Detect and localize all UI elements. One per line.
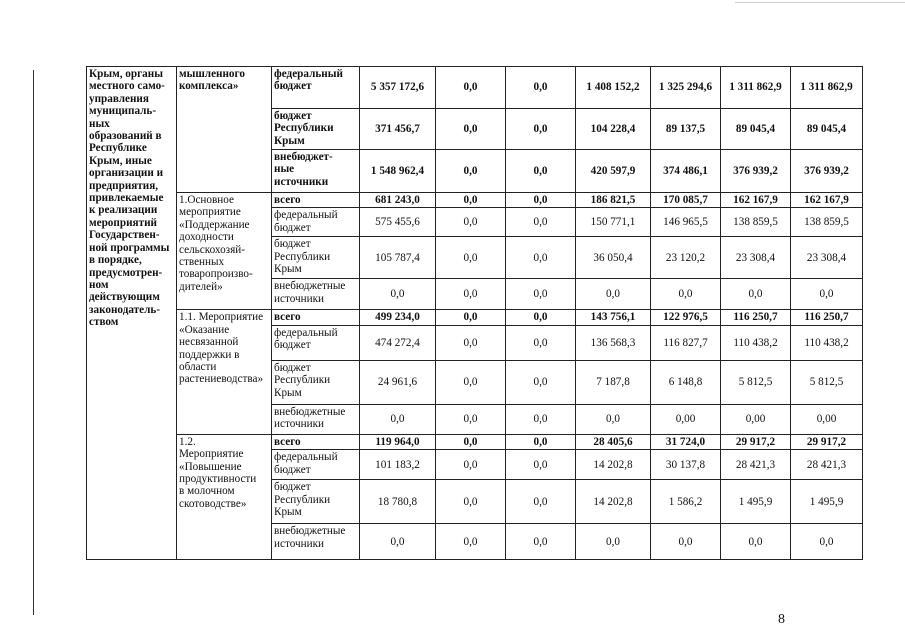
budget-table [86,66,863,560]
value-cell: 1 325 294,6 [651,67,721,109]
activity-name-cell: 1.2. Мероприятие «Повышение продуктивности в молочном скотоводстве» [177,434,272,559]
value-cell: 0,0 [791,279,863,310]
value-cell: 0,0 [506,150,576,193]
value-cell: 29 917,2 [721,434,791,449]
value-cell: 146 965,5 [651,208,721,237]
value-cell: 0,0 [506,434,576,449]
value-cell: 116 250,7 [791,310,863,325]
value-cell: 0,0 [506,450,576,480]
funding-source-cell: федеральный бюджет [272,325,360,360]
value-cell: 0,0 [721,524,791,560]
value-cell: 116 827,7 [651,325,721,360]
value-cell: 101 183,2 [360,450,436,480]
value-cell: 23 308,4 [791,237,863,279]
value-cell: 0,0 [651,524,721,560]
activity-name-cell: 1.Основное мероприятие «Поддержание доходности сельскохозяй- ственных товаропроизво- дителей» [177,193,272,310]
value-cell: 1 586,2 [651,480,721,524]
value-cell: 110 438,2 [721,325,791,360]
funding-source-cell: федеральный бюджет [272,67,360,109]
value-cell: 0,0 [576,279,651,310]
value-cell: 170 085,7 [651,193,721,208]
value-cell: 28 421,3 [721,450,791,480]
value-cell: 1 495,9 [721,480,791,524]
funding-source-cell: внебюджетные источники [272,404,360,434]
program-name-cell: мышленного комплекса» [177,67,272,193]
funding-source-cell: внебюджет- ные источники [272,150,360,193]
funding-source-cell: бюджет Республики Крым [272,237,360,279]
value-cell: 0,0 [506,404,576,434]
value-cell: 29 917,2 [791,434,863,449]
scan-edge-line [735,2,905,3]
value-cell: 6 148,8 [651,360,721,404]
value-cell: 138 859,5 [791,208,863,237]
value-cell: 0,00 [721,404,791,434]
value-cell: 119 964,0 [360,434,436,449]
value-cell: 1 548 962,4 [360,150,436,193]
value-cell: 0,0 [436,434,506,449]
value-cell: 0,0 [436,450,506,480]
value-cell: 0,0 [436,237,506,279]
value-cell: 0,0 [506,524,576,560]
value-cell: 499 234,0 [360,310,436,325]
funding-source-cell: всего [272,193,360,208]
value-cell: 23 120,2 [651,237,721,279]
value-cell: 5 812,5 [791,360,863,404]
value-cell: 122 976,5 [651,310,721,325]
value-cell: 18 780,8 [360,480,436,524]
table-row [87,434,863,449]
value-cell: 14 202,8 [576,450,651,480]
value-cell: 28 421,3 [791,450,863,480]
value-cell: 136 568,3 [576,325,651,360]
funding-source-cell: бюджет Республики Крым [272,480,360,524]
value-cell: 162 167,9 [721,193,791,208]
value-cell: 23 308,4 [721,237,791,279]
value-cell: 5 812,5 [721,360,791,404]
value-cell: 162 167,9 [791,193,863,208]
left-margin-line [33,70,34,615]
value-cell: 420 597,9 [576,150,651,193]
activity-name-cell: 1.1. Мероприятие «Оказание несвязанной поддержки в области растениеводства» [177,310,272,434]
value-cell: 104 228,4 [576,109,651,150]
value-cell: 89 045,4 [721,109,791,150]
value-cell: 150 771,1 [576,208,651,237]
value-cell: 0,0 [506,310,576,325]
value-cell: 89 137,5 [651,109,721,150]
value-cell: 0,0 [791,524,863,560]
value-cell: 0,0 [506,193,576,208]
value-cell: 110 438,2 [791,325,863,360]
value-cell: 0,0 [436,109,506,150]
value-cell: 0,00 [651,404,721,434]
value-cell: 24 961,6 [360,360,436,404]
value-cell: 0,0 [506,67,576,109]
value-cell: 28 405,6 [576,434,651,449]
value-cell: 681 243,0 [360,193,436,208]
value-cell: 0,0 [436,67,506,109]
funding-source-cell: бюджет Республики Крым [272,109,360,150]
value-cell: 7 187,8 [576,360,651,404]
value-cell: 116 250,7 [721,310,791,325]
value-cell: 0,0 [651,279,721,310]
value-cell: 0,0 [360,404,436,434]
value-cell: 105 787,4 [360,237,436,279]
value-cell: 376 939,2 [791,150,863,193]
funding-source-cell: внебюджетные источники [272,524,360,560]
value-cell: 89 045,4 [791,109,863,150]
value-cell: 0,0 [506,237,576,279]
value-cell: 0,0 [506,208,576,237]
value-cell: 0,0 [436,404,506,434]
funding-source-cell: федеральный бюджет [272,208,360,237]
value-cell: 1 408 152,2 [576,67,651,109]
value-cell: 0,0 [436,208,506,237]
value-cell: 0,0 [436,310,506,325]
funding-source-cell: внебюджетные источники [272,279,360,310]
funding-source-cell: бюджет Республики Крым [272,360,360,404]
value-cell: 376 939,2 [721,150,791,193]
value-cell: 374 486,1 [651,150,721,193]
value-cell: 0,0 [506,325,576,360]
value-cell: 371 456,7 [360,109,436,150]
value-cell: 1 311 862,9 [791,67,863,109]
value-cell: 575 455,6 [360,208,436,237]
value-cell: 0,0 [506,360,576,404]
value-cell: 0,0 [506,109,576,150]
value-cell: 1 495,9 [791,480,863,524]
value-cell: 0,0 [436,360,506,404]
value-cell: 138 859,5 [721,208,791,237]
value-cell: 0,0 [576,404,651,434]
value-cell: 0,0 [506,480,576,524]
table-row [87,67,863,109]
table-row [87,310,863,325]
value-cell: 0,0 [721,279,791,310]
funding-source-cell: всего [272,310,360,325]
value-cell: 474 272,4 [360,325,436,360]
value-cell: 0,0 [506,279,576,310]
value-cell: 0,0 [576,524,651,560]
value-cell: 0,0 [436,150,506,193]
value-cell: 14 202,8 [576,480,651,524]
value-cell: 30 137,8 [651,450,721,480]
executor-cell: Крым, органы местного само- управления муниципаль- ных образований в Республике Крым, иные организации и предприятия, привлекаемые к реализации мероприятий Государствен- ной программы в порядке, предусмотрен- ном действующим законодатель- ством [87,67,177,560]
value-cell: 0,0 [436,279,506,310]
page-number: 8 [778,612,785,627]
value-cell: 0,0 [436,193,506,208]
value-cell: 31 724,0 [651,434,721,449]
value-cell: 0,0 [436,480,506,524]
value-cell: 143 756,1 [576,310,651,325]
funding-source-cell: федеральный бюджет [272,450,360,480]
value-cell: 186 821,5 [576,193,651,208]
value-cell: 0,0 [436,524,506,560]
value-cell: 0,0 [360,279,436,310]
value-cell: 5 357 172,6 [360,67,436,109]
value-cell: 0,00 [791,404,863,434]
table-row [87,193,863,208]
value-cell: 1 311 862,9 [721,67,791,109]
value-cell: 0,0 [360,524,436,560]
value-cell: 0,0 [436,325,506,360]
value-cell: 36 050,4 [576,237,651,279]
funding-source-cell: всего [272,434,360,449]
